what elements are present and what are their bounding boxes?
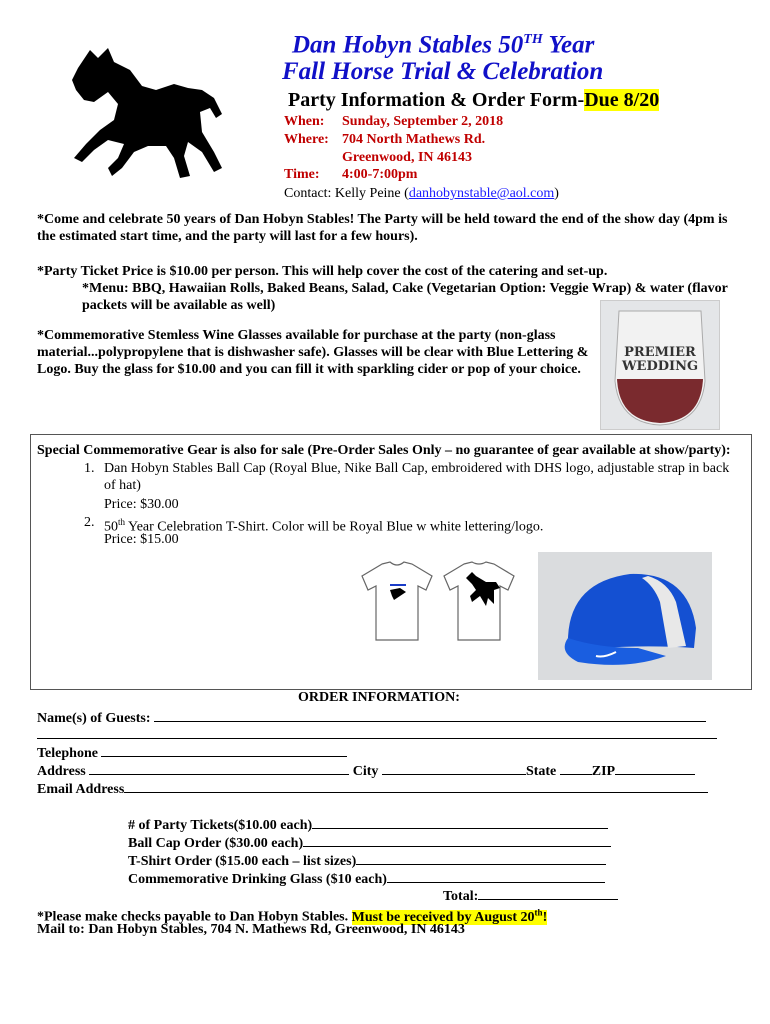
when-label: When: — [284, 114, 325, 129]
contact-close: ) — [554, 186, 559, 201]
contact-label: Contact: Kelly Peine ( — [284, 186, 409, 201]
deadline-exclaim: ! — [542, 909, 548, 925]
menu-info: *Menu: BBQ, Hawaiian Rolls, Baked Beans, Salad, Cake (Vegetarian Option: Veggie Wrap) & water (flavor packets will be available as well) — [82, 281, 728, 313]
tickets-row — [128, 815, 608, 834]
title-text-year: Year — [542, 31, 595, 59]
guest-names-field[interactable] — [154, 708, 706, 722]
gear-item-2-price: Price: $15.00 — [104, 532, 179, 547]
state-field[interactable] — [560, 761, 592, 775]
where-label: Where: — [284, 132, 329, 147]
form-heading-text: Party Information & Order Form- — [288, 89, 585, 111]
mail-to-address: Mail to: Dan Hobyn Stables, 704 N. Mathews Rd, Greenwood, IN 46143 — [37, 922, 465, 937]
ball-cap-image — [538, 552, 712, 680]
gear-item-1-number: 1. — [84, 461, 95, 476]
cap-order-row — [128, 833, 611, 852]
city-field[interactable] — [382, 761, 526, 775]
total-field[interactable] — [478, 886, 618, 900]
tshirt-front-icon — [360, 560, 434, 642]
contact-line — [284, 185, 559, 202]
deadline-sup: th — [534, 907, 543, 917]
title-superscript: TH — [523, 32, 543, 47]
gear-item-2-number: 2. — [84, 515, 95, 530]
gear-item-2-desc: Year Celebration T-Shirt. Color will be Royal Blue w white lettering/logo. — [125, 519, 544, 535]
due-date-highlight: Due 8/20 — [584, 89, 660, 111]
total-label: Total: — [443, 889, 479, 904]
time-label: Time: — [284, 167, 320, 182]
shirt-order-row — [128, 851, 606, 870]
page-subtitle-event: Fall Horse Trial & Celebration — [282, 58, 604, 85]
ball-cap-icon — [538, 552, 712, 680]
total-row — [443, 886, 618, 905]
cap-order-label: Ball Cap Order ($30.00 each) — [128, 836, 304, 851]
city-label: City — [352, 764, 379, 779]
when-value: Sunday, September 2, 2018 — [342, 114, 504, 129]
time-value: 4:00-7:00pm — [342, 167, 418, 182]
email-row — [37, 779, 708, 798]
where-value-street: 704 North Mathews Rd. — [342, 132, 486, 147]
state-label: State — [525, 764, 557, 779]
address-label: Address — [37, 764, 86, 779]
gear-item-1-price: Price: $30.00 — [104, 497, 179, 512]
gear-item-2-sup: th — [118, 517, 126, 527]
telephone-row — [37, 743, 347, 762]
order-heading: ORDER INFORMATION: — [298, 690, 460, 705]
glass-logo-text-2: WEDDING — [621, 359, 699, 374]
tickets-field[interactable] — [312, 815, 608, 829]
shirt-order-label: T-Shirt Order ($15.00 each – list sizes) — [128, 854, 357, 869]
telephone-field[interactable] — [101, 743, 347, 757]
zip-field[interactable] — [615, 761, 695, 775]
deadline-text: Must be received by August 20 — [351, 909, 535, 925]
tickets-label: # of Party Tickets($10.00 each) — [128, 818, 313, 833]
guest-names-field-2[interactable] — [37, 738, 717, 739]
where-value-city: Greenwood, IN 46143 — [342, 150, 473, 165]
glass-info: *Commemorative Stemless Wine Glasses available for purchase at the party (non-glass material...polypropylene that is dishwasher safe). Glasses will be clear with Blue Lettering & Logo. Buy the glass for $10.00 and you can fill it with sparkling cider or pop of your choice. — [37, 328, 589, 377]
gear-item-2-year: 50 — [104, 519, 118, 535]
checks-payable-text: *Please make checks payable to Dan Hobyn Stables. — [37, 909, 352, 925]
horse-logo-icon — [38, 40, 228, 190]
telephone-label: Telephone — [37, 746, 98, 761]
tshirt-back-icon — [442, 560, 516, 642]
party-intro: *Come and celebrate 50 years of Dan Hobyn Stables! The Party will be held toward the end of the show day (4pm is the estimated start time, and the party will last for a few hours). — [37, 212, 728, 244]
gear-item-1-text: Dan Hobyn Stables Ball Cap (Royal Blue, Nike Ball Cap, embroidered with DHS logo, adjustable strap in back of hat) — [104, 461, 730, 493]
page-title — [292, 24, 594, 60]
email-field[interactable] — [124, 779, 708, 793]
guest-names-label: Name(s) of Guests: — [37, 711, 151, 726]
wine-glass-image — [600, 300, 720, 430]
contact-email-link[interactable]: danhobynstable@aol.com — [408, 186, 555, 201]
cap-order-field[interactable] — [303, 833, 611, 847]
address-field[interactable] — [89, 761, 349, 775]
guest-names-row — [37, 708, 706, 727]
email-label: Email Address — [37, 782, 125, 797]
shirt-order-field[interactable] — [356, 851, 606, 865]
form-heading — [288, 89, 659, 112]
glass-order-field[interactable] — [387, 869, 605, 883]
zip-label: ZIP — [591, 764, 616, 779]
glass-order-label: Commemorative Drinking Glass ($10 each) — [128, 872, 387, 887]
gear-heading: Special Commemorative Gear is also for sale (Pre-Order Sales Only – no guarantee of gear available at show/party): — [37, 443, 731, 458]
title-text: Dan Hobyn Stables 50 — [292, 31, 524, 59]
ticket-price-info: *Party Ticket Price is $10.00 per person. This will help cover the cost of the catering and set-up. — [37, 264, 608, 279]
glass-logo-text-1: PREMIER — [624, 345, 696, 360]
address-row — [37, 761, 695, 780]
